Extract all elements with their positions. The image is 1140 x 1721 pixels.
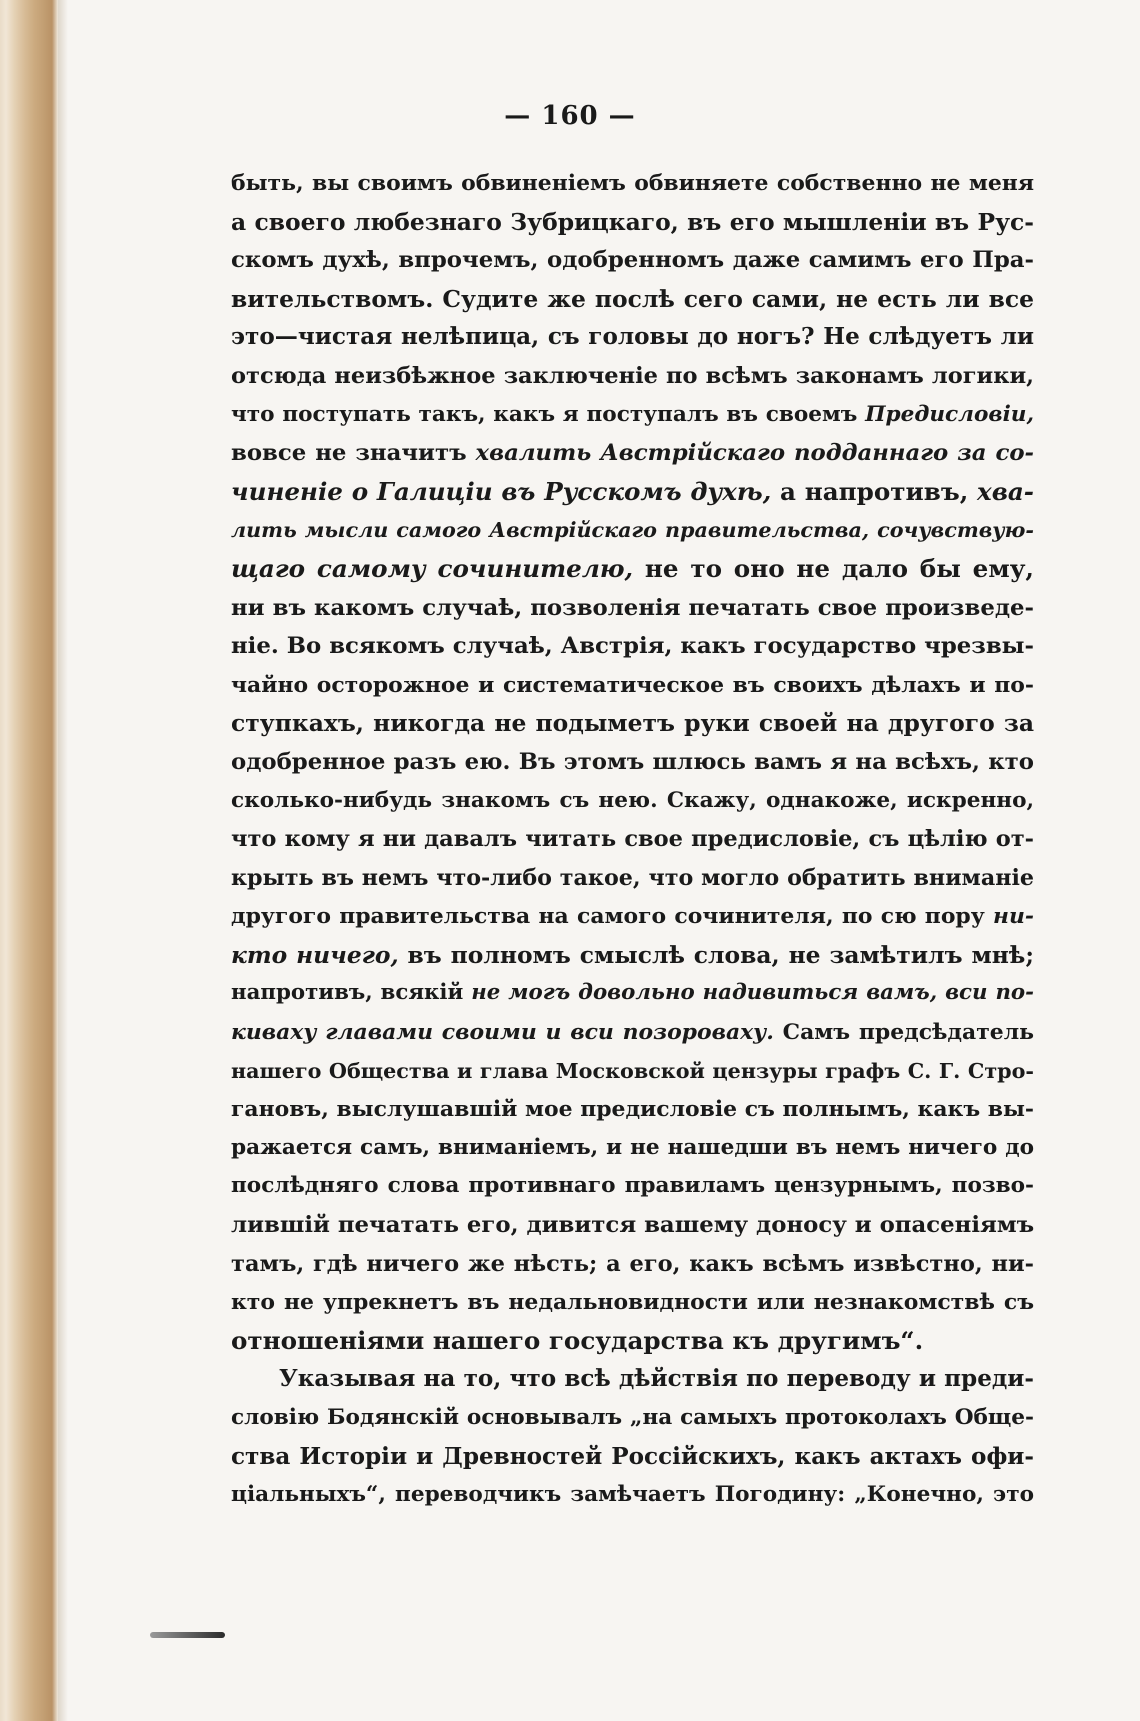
page-gutter xyxy=(58,0,68,1721)
text-segment: скомъ духѣ, впрочемъ, одобренномъ даже самимъ его Пра- xyxy=(231,247,1034,274)
italic-text-segment: ни- xyxy=(993,903,1034,930)
text-segment: быть, вы своимъ обвиненіемъ обвиняете собственно не меня xyxy=(231,170,1034,196)
page-text-block xyxy=(231,164,1034,1515)
text-segment: не то оно не дало бы ему, xyxy=(633,553,1034,583)
italic-text-segment: Предисловіи, xyxy=(865,401,1034,427)
text-segment: что кому я ни давалъ читать свое предисловіе, съ цѣлію от- xyxy=(231,826,1034,853)
text-line xyxy=(231,782,1034,821)
text-segment: ни въ какомъ случаѣ, позволенія печатать свое произведе- xyxy=(231,594,1034,621)
text-line xyxy=(231,1438,1034,1477)
text-line xyxy=(231,1206,1034,1245)
text-segment: что поступать такъ, какъ я поступалъ въ своемъ xyxy=(231,401,866,427)
text-segment: ніе. Во всякомъ случаѣ, Австрія, какъ государство чрезвы- xyxy=(231,633,1034,660)
text-line xyxy=(231,704,1034,743)
text-line xyxy=(231,1129,1034,1168)
text-segment: а своего любезнаго Зубрицкаго, въ его мышленіи въ Рус- xyxy=(231,207,1034,236)
text-segment: отношеніями нашего государства къ другимъ“. xyxy=(231,1325,924,1355)
text-segment: Указывая на то, что всѣ дѣйствія по переводу и преди- xyxy=(279,1365,1034,1393)
text-line xyxy=(231,1090,1034,1129)
text-segment: ства Исторіи и Древностей Россійскихъ, какъ актахъ офи- xyxy=(231,1442,1034,1470)
text-segment: тамъ, гдѣ ничего же нѣсть; а его, какъ всѣмъ извѣстно, ни- xyxy=(231,1250,1034,1277)
text-segment: вовсе не значитъ xyxy=(231,440,476,467)
text-line xyxy=(231,1322,1034,1361)
text-line xyxy=(231,280,1034,319)
text-segment: словію Бодянскій основывалъ „на самыхъ протоколахъ Обще- xyxy=(231,1405,1034,1430)
text-segment: вительствомъ. Судите же послѣ сего сами, не есть ли все xyxy=(231,284,1034,313)
text-line xyxy=(231,1283,1034,1322)
italic-text-segment: чиненіе о Галиціи въ Русскомъ духѣ, xyxy=(231,476,772,506)
text-segment: ціальныхъ“, переводчикъ замѣчаетъ Погодину: „Конечно, это xyxy=(231,1482,1034,1508)
italic-text-segment: кто ничего, xyxy=(231,940,399,969)
text-line xyxy=(231,859,1034,898)
text-segment: это—чистая нелѣпица, съ головы до ногъ? Не слѣдуетъ ли xyxy=(231,323,1034,351)
text-line xyxy=(231,936,1034,975)
text-line xyxy=(231,164,1034,203)
text-segment: крыть въ немъ что-либо такое, что могло обратить вниманіе xyxy=(231,864,1034,891)
text-segment: въ полномъ смыслѣ слова, не замѣтилъ мнѣ; xyxy=(398,940,1034,969)
text-line xyxy=(231,1399,1034,1438)
text-line xyxy=(231,1245,1034,1284)
text-line xyxy=(231,434,1034,473)
text-segment: гановъ, выслушавшій мое предисловіе съ полнымъ, какъ вы- xyxy=(231,1096,1034,1123)
book-spine-shadow xyxy=(0,0,58,1721)
text-segment: лившій печатать его, дивится вашему доносу и опасеніямъ xyxy=(231,1212,1034,1239)
text-line xyxy=(231,473,1034,512)
text-segment: отсюда неизбѣжное заключеніе по всѣмъ законамъ логики, xyxy=(231,362,1034,389)
text-line xyxy=(231,743,1034,782)
text-segment: Самъ предсѣдатель xyxy=(773,1019,1034,1046)
text-line xyxy=(231,1476,1034,1515)
scan-artifact-mark xyxy=(150,1632,225,1638)
text-line xyxy=(231,396,1034,435)
text-segment: сколько-нибудь знакомъ съ нею. Скажу, однакоже, искренно, xyxy=(231,787,1034,813)
italic-text-segment: не могъ довольно надивиться вамъ, вси по- xyxy=(471,980,1034,1006)
text-segment: ражается самъ, вниманіемъ, и не нашедши въ немъ ничего до xyxy=(231,1134,1034,1160)
text-line xyxy=(231,511,1034,550)
text-line xyxy=(231,1013,1034,1052)
page-number: — 160 — xyxy=(504,101,636,131)
text-line xyxy=(231,1360,1034,1399)
italic-text-segment: хва- xyxy=(977,476,1034,506)
italic-text-segment: киваху главами своими и вси позороваху. xyxy=(231,1019,774,1046)
text-segment: одобренное разъ ею. Въ этомъ шлюсь вамъ я на всѣхъ, кто xyxy=(231,748,1034,775)
text-line xyxy=(231,820,1034,859)
text-line xyxy=(231,1167,1034,1206)
text-line xyxy=(231,203,1034,242)
text-line xyxy=(231,318,1034,357)
text-line xyxy=(231,897,1034,936)
text-line xyxy=(231,589,1034,628)
text-line xyxy=(231,241,1034,280)
text-segment: нашего Общества и глава Московской цензуры графъ С. Г. Стро- xyxy=(231,1058,1034,1083)
text-segment: другого правительства на самого сочинителя, по сю пору xyxy=(231,903,994,930)
text-line xyxy=(231,627,1034,666)
italic-text-segment: хвалить Австрійскаго подданнаго за со- xyxy=(475,440,1034,467)
text-segment: а напротивъ, xyxy=(771,476,978,506)
text-segment: чайно осторожное и систематическое въ своихъ дѣлахъ и по- xyxy=(231,671,1034,698)
text-line xyxy=(231,974,1034,1013)
text-segment: напротивъ, всякій xyxy=(231,980,472,1006)
text-segment: кто не упрекнетъ въ недальновидности или незнакомствѣ съ xyxy=(231,1289,1034,1316)
text-line xyxy=(231,1052,1034,1091)
text-segment: ступкахъ, никогда не подыметъ руки своей на другого за xyxy=(231,709,1034,738)
italic-text-segment: щаго самому сочинителю, xyxy=(231,553,634,583)
text-line xyxy=(231,357,1034,396)
text-segment: послѣдняго слова противнаго правиламъ цензурнымъ, позво- xyxy=(231,1173,1034,1199)
text-line xyxy=(231,666,1034,705)
italic-text-segment: лить мысли самого Австрійскаго правительства, сочувствую- xyxy=(231,518,1034,543)
text-line xyxy=(231,550,1034,589)
